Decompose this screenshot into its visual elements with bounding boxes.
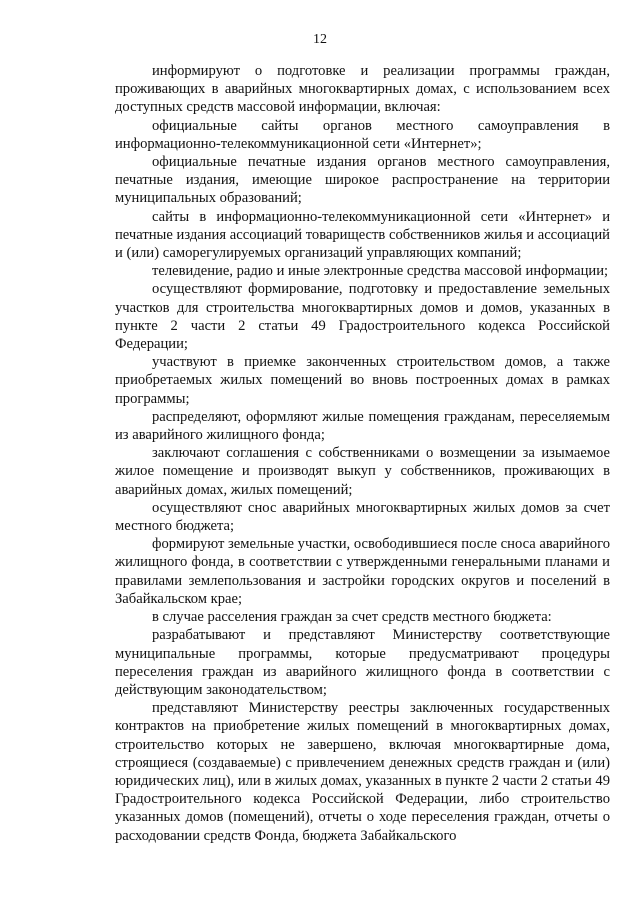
paragraph: участвуют в приемке законченных строительством домов, а также приобретаемых жилых помещений во вновь построенных домах в рамках программы; xyxy=(115,354,610,407)
paragraph: разрабатывают и представляют Министерству соответствующие муниципальные программы, которые предусматривают процедуры переселения граждан из аварийного жилищного фонда в соответствии с действующим законодательством; xyxy=(115,627,610,698)
paragraph: осуществляют формирование, подготовку и предоставление земельных участков для строительства многоквартирных домов и домов, указанных в пункте 2 части 2 статьи 49 Градостроительного кодекса Российской Федерации; xyxy=(115,281,610,353)
document-body xyxy=(115,62,610,845)
paragraph: осуществляют снос аварийных многоквартирных жилых домов за счет местного бюджета; xyxy=(115,499,610,535)
paragraph: в случае расселения граждан за счет средств местного бюджета: xyxy=(152,609,552,626)
paragraph: информируют о подготовке и реализации программы граждан, проживающих в аварийных многоквартирных домах, с использованием всех доступных средств массовой информации, включая: xyxy=(115,63,610,116)
paragraph: телевидение, радио и иные электронные средства массовой информации; xyxy=(152,263,609,280)
paragraph: официальные печатные издания органов местного самоуправления, печатные издания, имеющие широкое распространение на территории муниципальных образований; xyxy=(115,154,610,207)
paragraph: представляют Министерству реестры заключенных государственных контрактов на приобретение жилых помещений в многоквартирных домах, строительство которых не завершено, включая многоквартирные дома, строящиеся (создаваемые) с привлечением денежных средств граждан и (или) юридических лиц), или в жилых домах, указанных в пункте 2 части 2 статьи 49 Градостроительного кодекса Российской Федерации, либо строительство указанных домов (помещений), отчеты о ходе переселения граждан, отчеты о расходовании средств Фонда, бюджета Забайкальского xyxy=(115,700,610,844)
paragraph: формируют земельные участки, освободившиеся после сноса аварийного жилищного фонда, в соответствии с утвержденными генеральными планами и правилами землепользования и застройки городских округов и поселений в Забайкальском крае; xyxy=(115,536,610,607)
paragraph: распределяют, оформляют жилые помещения гражданам, переселяемым из аварийного жилищного фонда; xyxy=(115,408,610,444)
paragraph: официальные сайты органов местного самоуправления в информационно-телекоммуникационной сети «Интернет»; xyxy=(115,117,610,152)
paragraph: сайты в информационно-телекоммуникационной сети «Интернет» и печатные издания ассоциаций товариществ собственников жилья и ассоциаций и (или) саморегулируемых организаций управляющих компаний; xyxy=(115,208,610,262)
paragraph: заключают соглашения с собственниками о возмещении за изымаемое жилое помещение и производят выкуп у собственников, проживающих в аварийных домах, жилых помещений; xyxy=(115,445,610,498)
page-number: 12 xyxy=(313,32,327,47)
